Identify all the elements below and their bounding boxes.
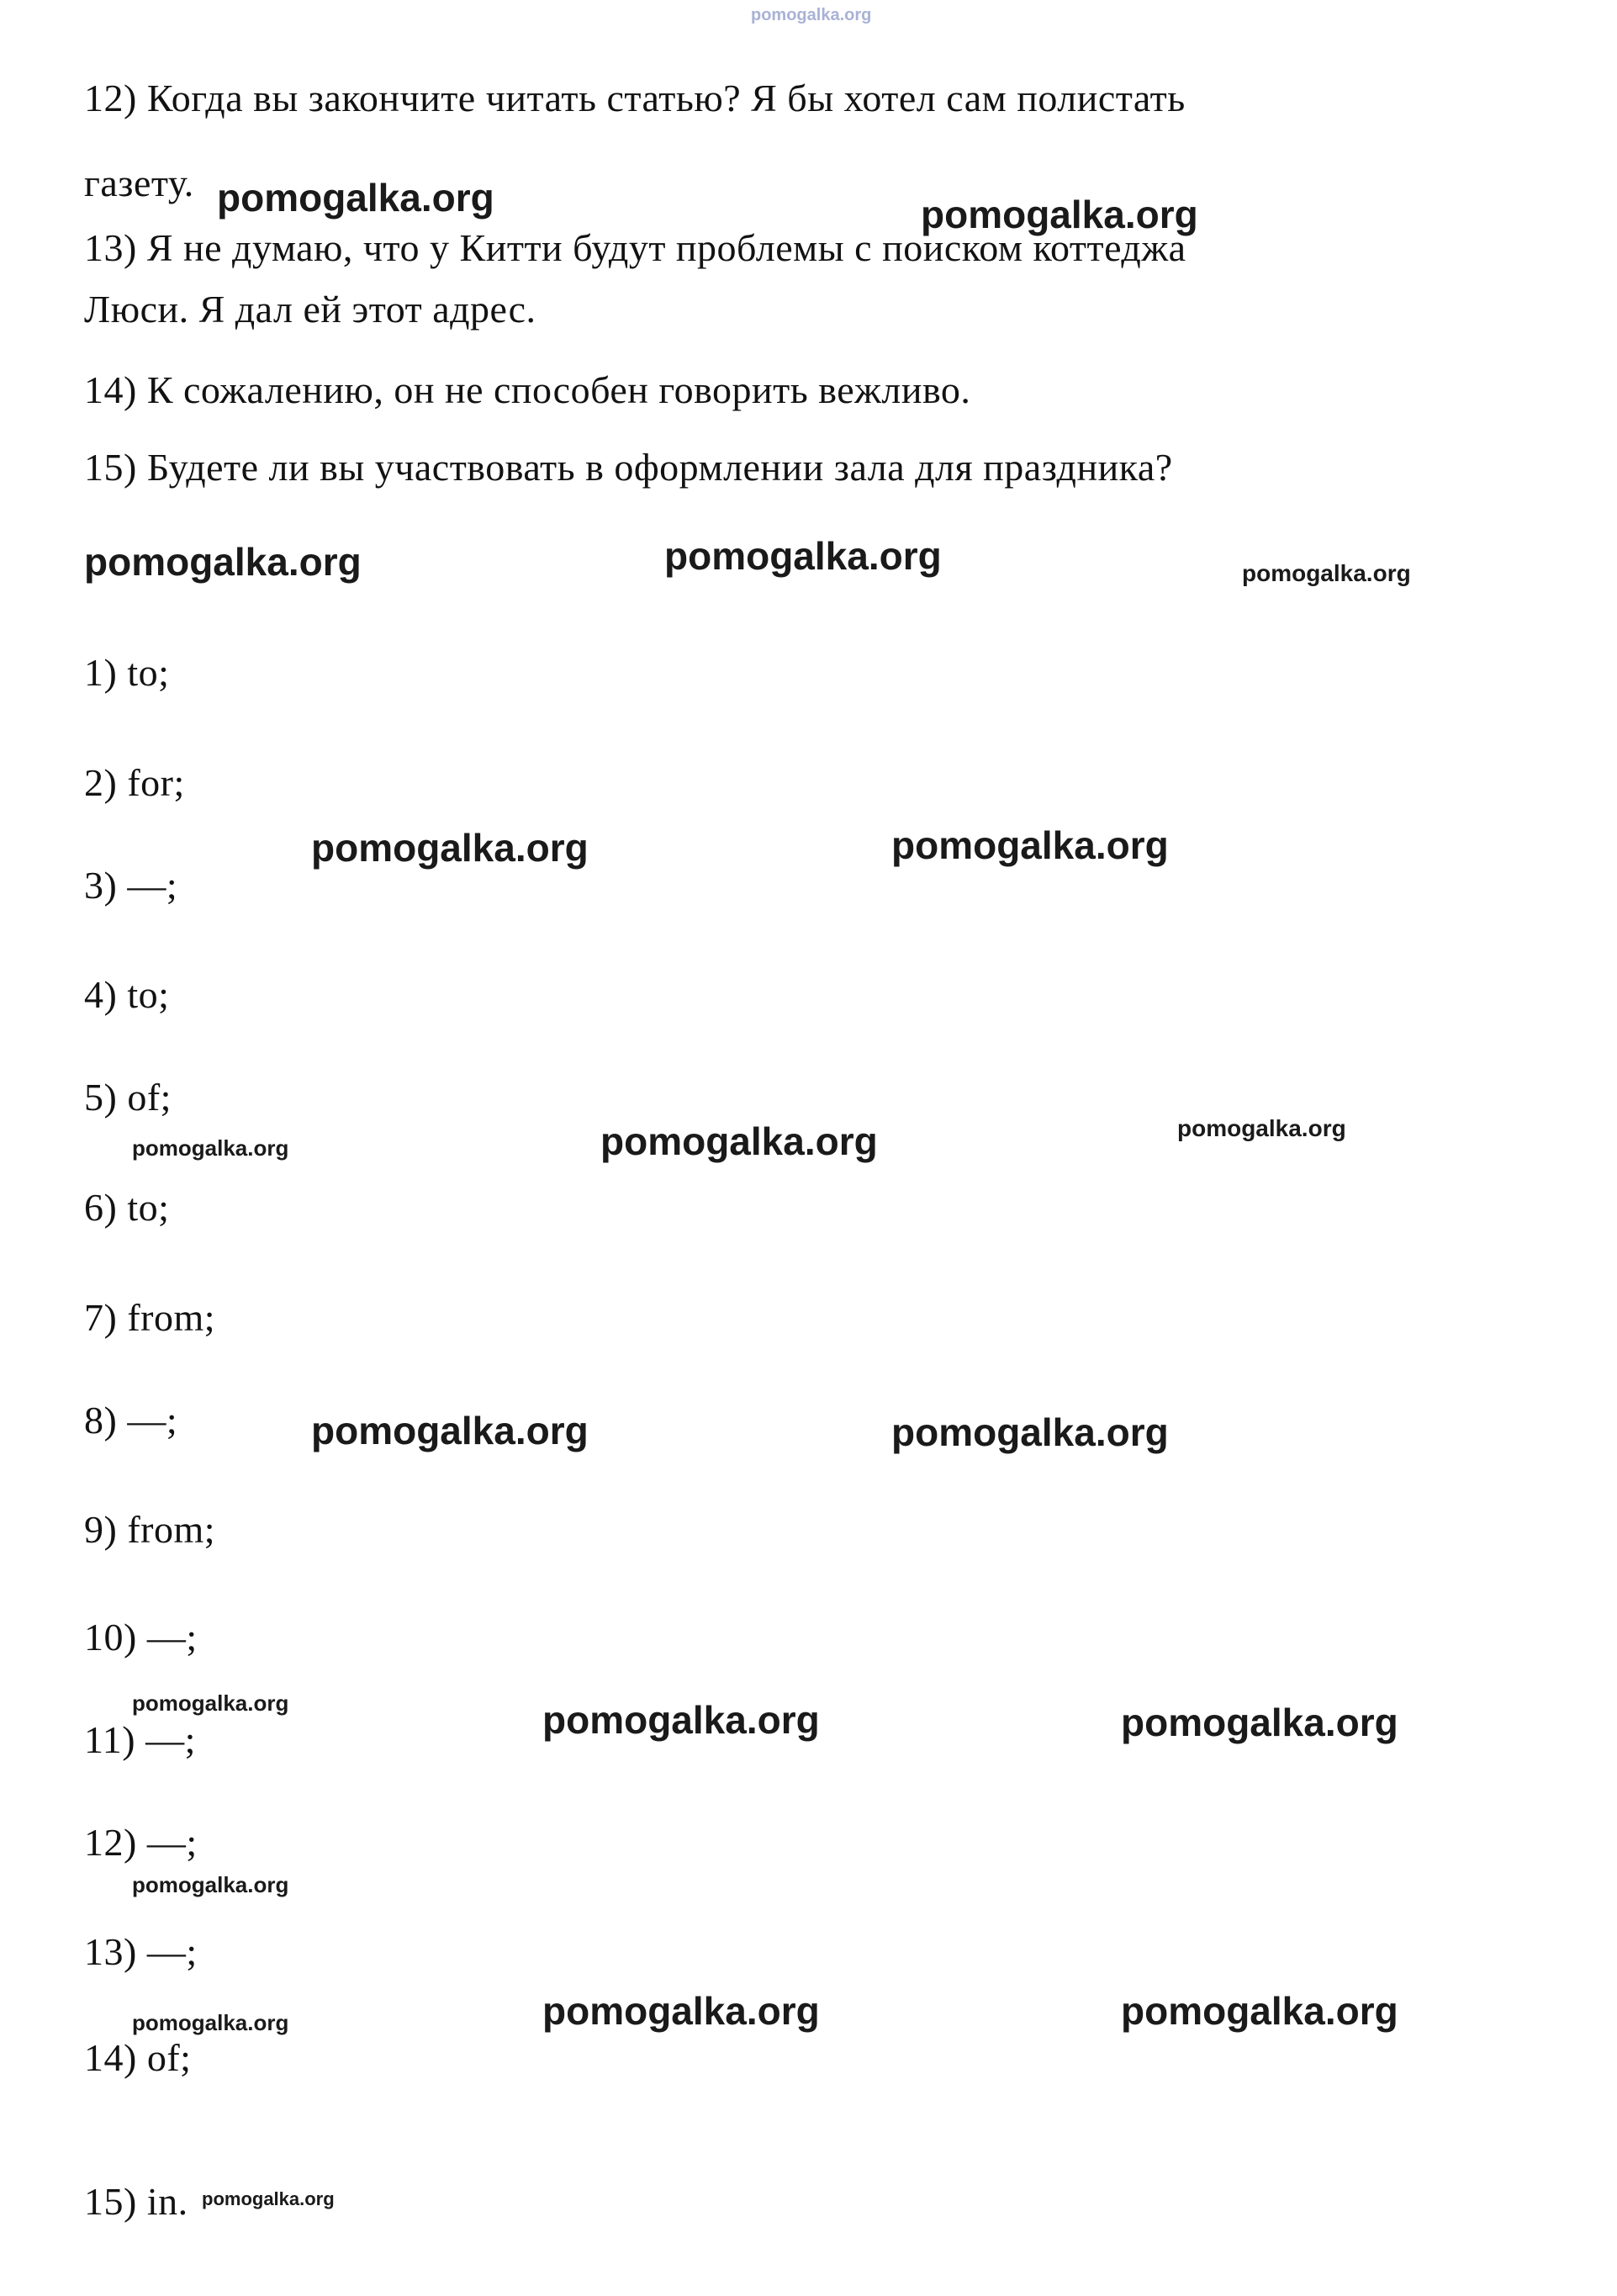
- watermark: pomogalka.org: [891, 823, 1169, 867]
- answer-1: 1) to;: [84, 651, 170, 694]
- answer-9: 9) from;: [84, 1508, 216, 1551]
- answer-6: 6) to;: [84, 1186, 170, 1229]
- watermark-top: pomogalka.org: [751, 6, 872, 24]
- watermark: pomogalka.org: [1121, 1701, 1398, 1744]
- answer-7: 7) from;: [84, 1296, 216, 1339]
- answer-8: 8) —;: [84, 1399, 178, 1442]
- watermark: pomogalka.org: [921, 193, 1198, 236]
- answer-3: 3) —;: [84, 864, 178, 907]
- watermark: pomogalka.org: [1121, 1989, 1398, 2033]
- watermark: pomogalka.org: [132, 2010, 289, 2035]
- answer-5: 5) of;: [84, 1076, 172, 1119]
- watermark: pomogalka.org: [600, 1119, 878, 1163]
- sentence-13-line-2: Люси. Я дал ей этот адрес.: [84, 288, 536, 331]
- sentence-12-line-2: газету.: [84, 161, 194, 204]
- watermark: pomogalka.org: [132, 1690, 289, 1716]
- watermark: pomogalka.org: [891, 1410, 1169, 1454]
- watermark: pomogalka.org: [542, 1698, 820, 1742]
- answer-11: 11) —;: [84, 1718, 196, 1761]
- answer-12: 12) —;: [84, 1821, 198, 1864]
- answer-2: 2) for;: [84, 761, 185, 804]
- watermark: pomogalka.org: [664, 534, 942, 578]
- watermark: pomogalka.org: [132, 1135, 289, 1161]
- watermark: pomogalka.org: [1177, 1115, 1346, 1141]
- sentence-13-line-1: 13) Я не думаю, что у Китти будут проблемы с поиском коттеджа: [84, 226, 1186, 269]
- sentence-15: 15) Будете ли вы участвовать в оформлении зала для праздника?: [84, 446, 1173, 489]
- sentence-12-line-1: 12) Когда вы закончите читать статью? Я бы хотел сам полистать: [84, 77, 1186, 119]
- answer-10: 10) —;: [84, 1616, 198, 1659]
- answer-4: 4) to;: [84, 973, 170, 1016]
- watermark: pomogalka.org: [311, 1409, 589, 1452]
- watermark: pomogalka.org: [542, 1989, 820, 2033]
- answer-13: 13) —;: [84, 1930, 198, 1973]
- watermark: pomogalka.org: [84, 540, 362, 584]
- watermark: pomogalka.org: [202, 2188, 335, 2209]
- watermark: pomogalka.org: [1242, 560, 1411, 586]
- watermark: pomogalka.org: [311, 826, 589, 870]
- answer-15: 15) in.: [84, 2180, 188, 2223]
- sentence-14: 14) К сожалению, он не способен говорить вежливо.: [84, 368, 971, 411]
- answer-14: 14) of;: [84, 2036, 192, 2079]
- watermark: pomogalka.org: [217, 176, 494, 220]
- watermark: pomogalka.org: [132, 1872, 289, 1897]
